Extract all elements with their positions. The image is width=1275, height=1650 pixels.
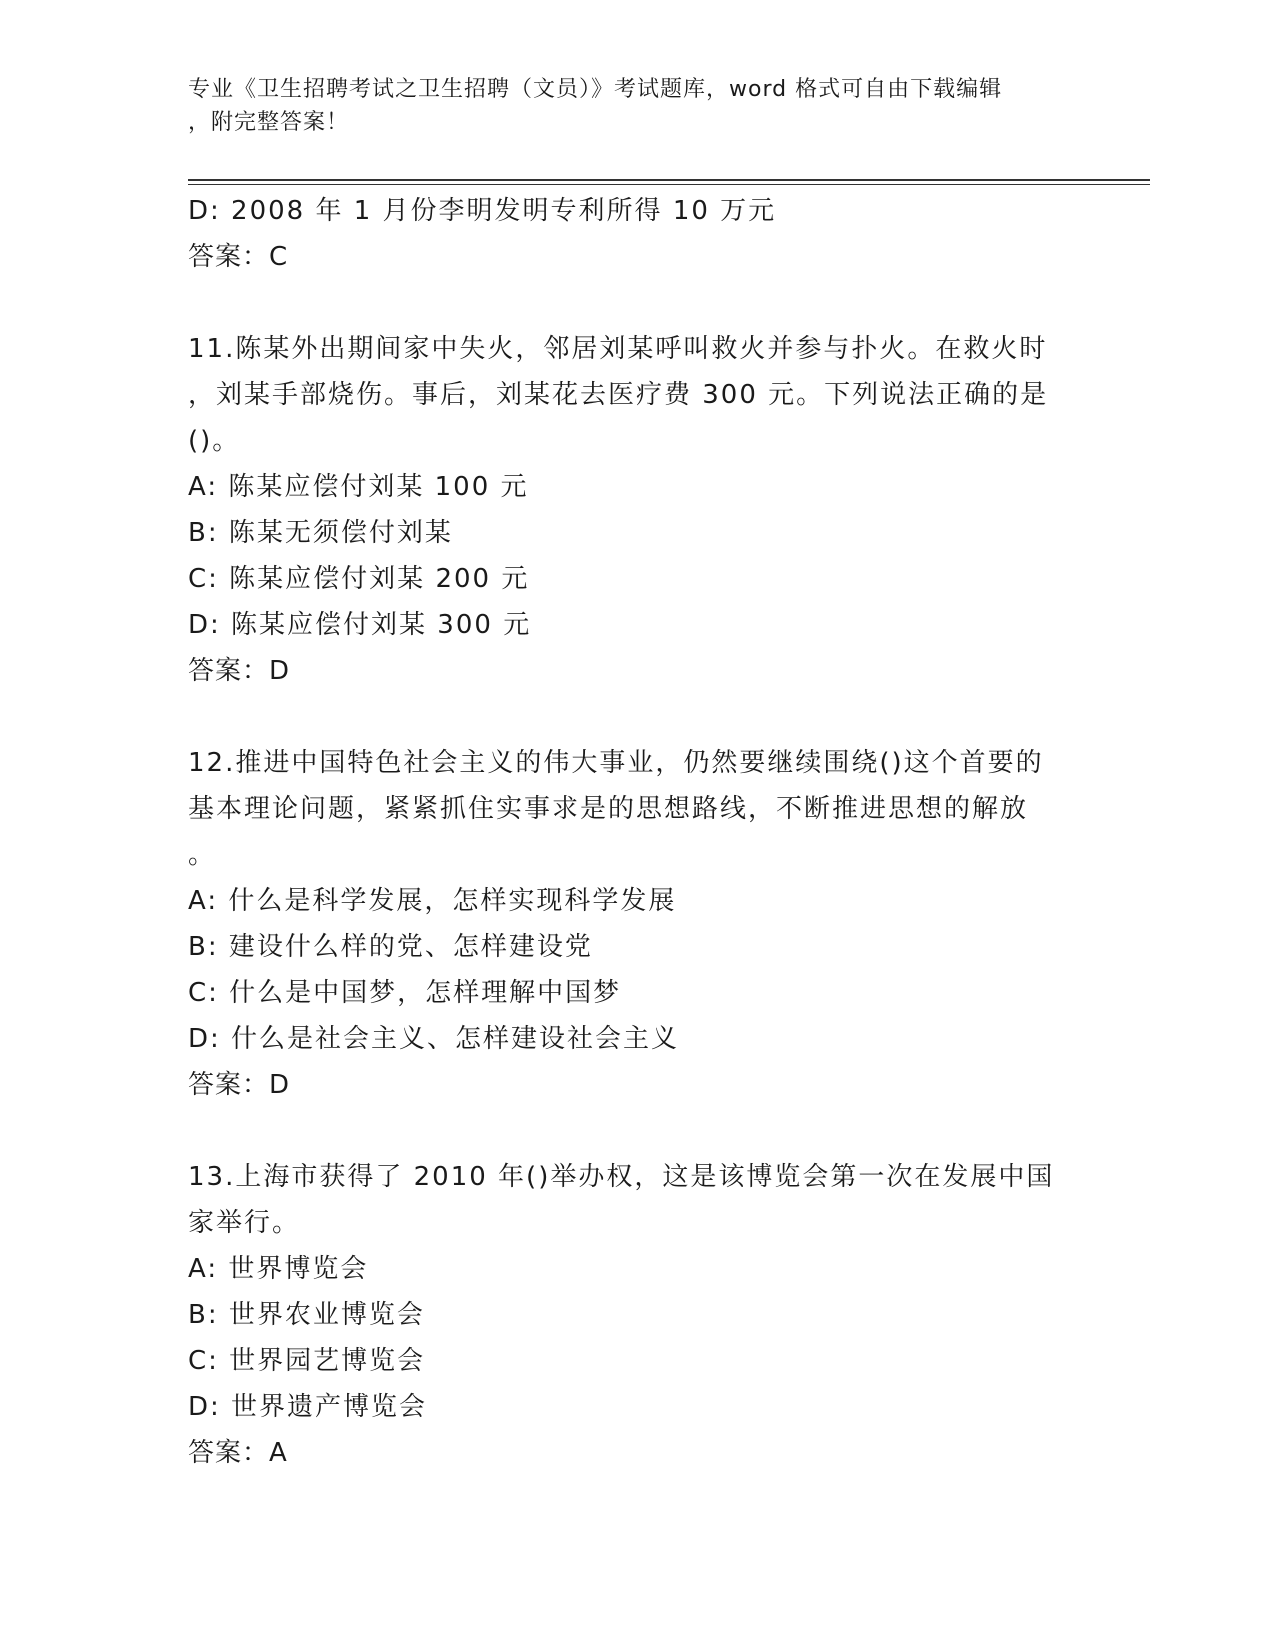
header-divider-thin bbox=[188, 184, 1150, 185]
option-b: B: 陈某无须偿付刘某 bbox=[188, 518, 453, 548]
question-text-line: ，刘某手部烧伤。事后，刘某花去医疗费 300 元。下列说法正确的是 bbox=[188, 380, 1049, 410]
previous-question-tail bbox=[188, 188, 1088, 280]
spacer bbox=[188, 280, 1088, 326]
option-c: C: 什么是中国梦，怎样理解中国梦 bbox=[188, 978, 622, 1008]
option-a: A: 陈某应偿付刘某 100 元 bbox=[188, 472, 529, 502]
question-text-line: 11.陈某外出期间家中失火，邻居刘某呼叫救火并参与扑火。在救火时 bbox=[188, 334, 1048, 364]
answer-line: 答案：A bbox=[188, 1438, 288, 1468]
question-12 bbox=[188, 740, 1088, 1108]
question-text-line: 。 bbox=[188, 840, 217, 870]
question-text-line: 13.上海市获得了 2010 年()举办权，这是该博览会第一次在发展中国 bbox=[188, 1162, 1055, 1192]
option-d: D: 2008 年 1 月份李明发明专利所得 10 万元 bbox=[188, 196, 777, 226]
option-d: D: 世界遗产博览会 bbox=[188, 1392, 428, 1422]
answer-line: 答案：D bbox=[188, 656, 291, 686]
question-13 bbox=[188, 1154, 1088, 1476]
option-d: D: 什么是社会主义、怎样建设社会主义 bbox=[188, 1024, 680, 1054]
option-c: C: 陈某应偿付刘某 200 元 bbox=[188, 564, 530, 594]
question-11 bbox=[188, 326, 1088, 694]
header-line-1: 专业《卫生招聘考试之卫生招聘（文员）》考试题库，word 格式可自由下载编辑 bbox=[188, 77, 1003, 102]
question-text-line: 12.推进中国特色社会主义的伟大事业，仍然要继续围绕()这个首要的 bbox=[188, 748, 1044, 778]
header-line-2: ，附完整答案！ bbox=[188, 110, 350, 135]
spacer bbox=[188, 694, 1088, 740]
question-text-line: 基本理论问题，紧紧抓住实事求是的思想路线，不断推进思想的解放 bbox=[188, 794, 1029, 824]
answer-line: 答案：C bbox=[188, 242, 289, 272]
option-b: B: 建设什么样的党、怎样建设党 bbox=[188, 932, 593, 962]
option-a: A: 什么是科学发展，怎样实现科学发展 bbox=[188, 886, 677, 916]
question-text-line: 家举行。 bbox=[188, 1208, 301, 1238]
question-text-line: ()。 bbox=[188, 426, 241, 456]
document-header bbox=[188, 73, 1068, 139]
option-b: B: 世界农业博览会 bbox=[188, 1300, 425, 1330]
spacer bbox=[188, 1108, 1088, 1154]
option-d: D: 陈某应偿付刘某 300 元 bbox=[188, 610, 532, 640]
option-a: A: 世界博览会 bbox=[188, 1254, 369, 1284]
answer-line: 答案：D bbox=[188, 1070, 291, 1100]
header-divider-thick bbox=[188, 179, 1150, 181]
document-body bbox=[188, 188, 1088, 1476]
option-c: C: 世界园艺博览会 bbox=[188, 1346, 426, 1376]
